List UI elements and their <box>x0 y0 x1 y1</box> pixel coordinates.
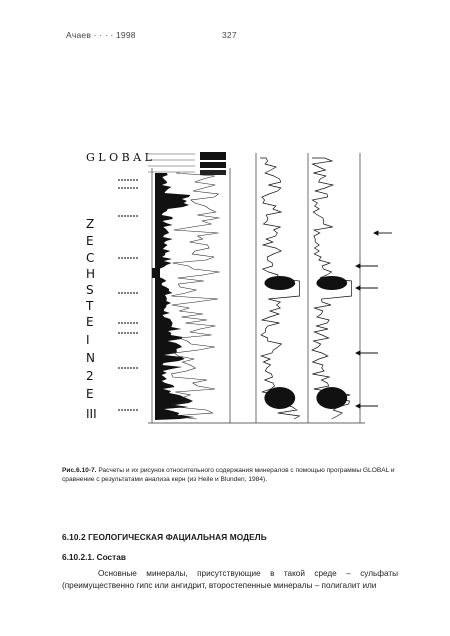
strat-letter: C <box>86 251 95 265</box>
core-track-1 <box>260 158 300 419</box>
strat-letter: III <box>86 407 97 421</box>
strat-letter: E <box>86 387 94 401</box>
core-blob <box>264 276 295 290</box>
subsection-title: 6.10.2.1. Состав <box>62 552 126 562</box>
strat-letter: I <box>86 333 90 347</box>
core-blob <box>316 387 347 409</box>
strat-letter: H <box>86 267 96 281</box>
strat-letter: E <box>86 315 94 329</box>
page-number: 327 <box>222 30 237 40</box>
secondary-log-curve <box>171 173 219 419</box>
core-blob <box>316 276 347 290</box>
caption-label: Рис.6.10-7. <box>62 467 97 474</box>
stratigraphy-letters <box>85 217 97 421</box>
body-text: Основные минералы, присутствующие в такой среде – сульфаты (преимущественно гипс или ангидрит, второстепенные минералы – полигалит или <box>62 569 398 590</box>
section-title: 6.10.2 ГЕОЛОГИЧЕСКАЯ ФАЦИАЛЬНАЯ МОДЕЛЬ <box>62 532 267 542</box>
running-header: Ачаев · · · · 1998 <box>66 30 136 40</box>
strat-letter: T <box>86 299 94 313</box>
main-log-track <box>152 173 220 420</box>
global-label: G L O B A L <box>86 151 152 164</box>
salt-block <box>152 268 160 278</box>
strat-letter: N <box>86 351 95 365</box>
figure-caption <box>62 466 398 484</box>
right-arrows <box>356 231 392 408</box>
core-track-2 <box>312 158 352 419</box>
log-figure <box>60 128 400 446</box>
body-paragraph <box>62 568 398 592</box>
core-blob <box>264 387 295 409</box>
figure-legend <box>148 152 226 175</box>
strat-letter: Z <box>86 217 95 231</box>
strat-letter: 2 <box>86 369 94 383</box>
caption-text: Расчеты и их рисунок относительного содержания минералов с помощью программы GLOBAL и сравнение с результатами анализа керн (из Heile и Blunden, 1984). <box>62 467 395 483</box>
strat-letter: E <box>86 234 94 248</box>
strat-letter: S <box>86 283 94 297</box>
depth-labels <box>118 180 138 410</box>
